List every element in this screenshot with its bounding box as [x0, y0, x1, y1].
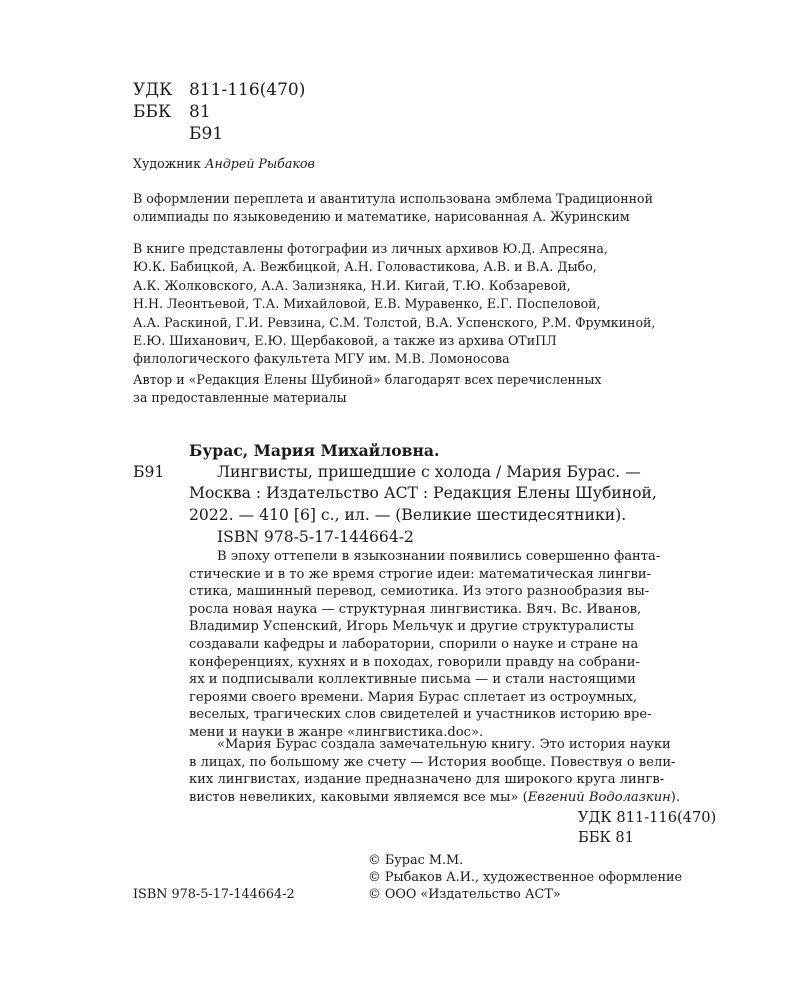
- thanks-note: [133, 371, 601, 408]
- annotation-line: героями своего времени. Мария Бурас сплетает из остроумных,: [189, 689, 638, 705]
- bottom-bbk: ББК 81: [578, 829, 634, 846]
- bottom-isbn: ISBN 978-5-17-144664-2: [133, 887, 295, 902]
- catalog-isbn: ISBN 978-5-17-144664-2: [217, 528, 414, 546]
- annotation-paragraph-1: [189, 548, 660, 742]
- annotation-line: вистов невеликих, каковыми являемся все мы»: [189, 789, 519, 805]
- annotation-line: мени и науки в жанре «лингвистика.doc».: [189, 724, 484, 740]
- annotation-line: конференциях, кухнях и в походах, говорили правду на собрани-: [189, 654, 640, 670]
- catalog-description: [189, 462, 657, 526]
- udk-label: УДК: [133, 80, 173, 100]
- emblem-note-line: олимпиады по языковедению и математике, нарисованная А. Журинским: [133, 209, 630, 225]
- catalog-line: Москва : Издательство АСТ : Редакция Елены Шубиной,: [189, 484, 657, 503]
- bbk-line: [133, 101, 211, 123]
- artist-label: Художник: [133, 156, 201, 171]
- bottom-udk: УДК 811-116(470): [578, 809, 717, 826]
- thanks-note-line: Автор и «Редакция Елены Шубиной» благодарят всех перечисленных: [133, 372, 602, 387]
- author-mark: Б91: [189, 124, 224, 144]
- emblem-note: [133, 190, 653, 227]
- copyright-line: © Бурас М.М.: [368, 853, 464, 868]
- photo-note: [133, 240, 655, 369]
- annotation-line: росла новая наука — структурная лингвистика. Вяч. Вс. Иванов,: [189, 601, 642, 617]
- copyright-line: © Рыбаков А.И., художественное оформление: [368, 870, 683, 885]
- annotation-line: «Мария Бурас создала замечательную книгу. Это история науки: [217, 737, 671, 752]
- annotation-line: стика, машинный перевод, семиотика. Из этого разнообразия вы-: [189, 584, 650, 600]
- annotation-line: стические и в то же время строгие идеи: математическая лингви-: [189, 566, 652, 582]
- annotation-line: В эпоху оттепели в языкознании появились совершенно фанта-: [217, 549, 661, 564]
- bbk-label: ББК: [133, 102, 172, 122]
- annotation-line: создавали кафедры и лаборатории, спорили о науке и стране на: [189, 636, 639, 652]
- emblem-note-line: В оформлении переплета и авантитула использована эмблема Традиционной: [133, 191, 653, 206]
- thanks-note-line: за предоставленные материалы: [133, 390, 347, 406]
- photo-note-line: Е.Ю. Шиханович, Е.Ю. Щербаковой, а также из архива ОТиПЛ: [133, 333, 557, 349]
- photo-note-line: А.К. Жолковского, А.А. Зализняка, Н.И. Кигай, Т.Ю. Кобзаревой,: [133, 277, 571, 293]
- annotation-paragraph-2: «Мария Бурас создала замечательную книгу. Это история науки в лицах, по большому же счету — История вообще. Повествуя о вели- ких лингвистах, издание предназначено для широкого круга лингв- вистов невеликих, каковыми являемся все мы» (Евгений Водолазкин).: [189, 737, 681, 805]
- copyright-block: [368, 852, 682, 903]
- annotation-line: веселых, трагических слов свидетелей и участников историю вре-: [189, 707, 652, 723]
- photo-note-line: Н.Н. Леонтьевой, Т.А. Михайловой, Е.В. Муравенко, Е.Г. Поспеловой,: [133, 296, 601, 312]
- bbk-value: 81: [189, 102, 211, 122]
- annotation-line: ях и подписывали коллективные письма — и стали настоящими: [189, 672, 636, 688]
- udk-line: [133, 79, 305, 101]
- catalog-line: Лингвисты, пришедшие с холода / Мария Бурас. —: [217, 463, 641, 481]
- catalog-line: 2022. — 410 [6] с., ил. — (Великие шестидесятники).: [189, 505, 627, 524]
- udk-value: 811-116(470): [189, 80, 306, 100]
- annotation-line: в лицах, по большому же счету — История вообще. Повествуя о вели-: [189, 754, 676, 770]
- photo-note-line: филологического факультета МГУ им. М.В. Ломоносова: [133, 351, 510, 367]
- artist-name: Андрей Рыбаков: [204, 156, 315, 171]
- copyright-line: © ООО «Издательство АСТ»: [368, 887, 561, 902]
- annotation-line: Владимир Успенский, Игорь Мельчук и другие структуралисты: [189, 619, 634, 635]
- artist-line: [133, 155, 315, 173]
- photo-note-line: А.А. Раскиной, Г.И. Ревзина, С.М. Толстой, В.А. Успенского, Р.М. Фрумкиной,: [133, 314, 656, 330]
- photo-note-line: В книге представлены фотографии из личных архивов Ю.Д. Апресяна,: [133, 241, 608, 256]
- catalog-heading: Бурас, Мария Михайловна.: [189, 441, 440, 460]
- quote-author: Евгений Водолазкин: [527, 789, 671, 805]
- photo-note-line: Ю.К. Бабицкой, А. Вежбицкой, А.Н. Головастикова, А.В. и В.А. Дыбо,: [133, 259, 597, 275]
- annotation-line: ких лингвистах, издание предназначено для широкого круга лингв-: [189, 772, 665, 788]
- catalog-mark: Б91: [133, 463, 165, 481]
